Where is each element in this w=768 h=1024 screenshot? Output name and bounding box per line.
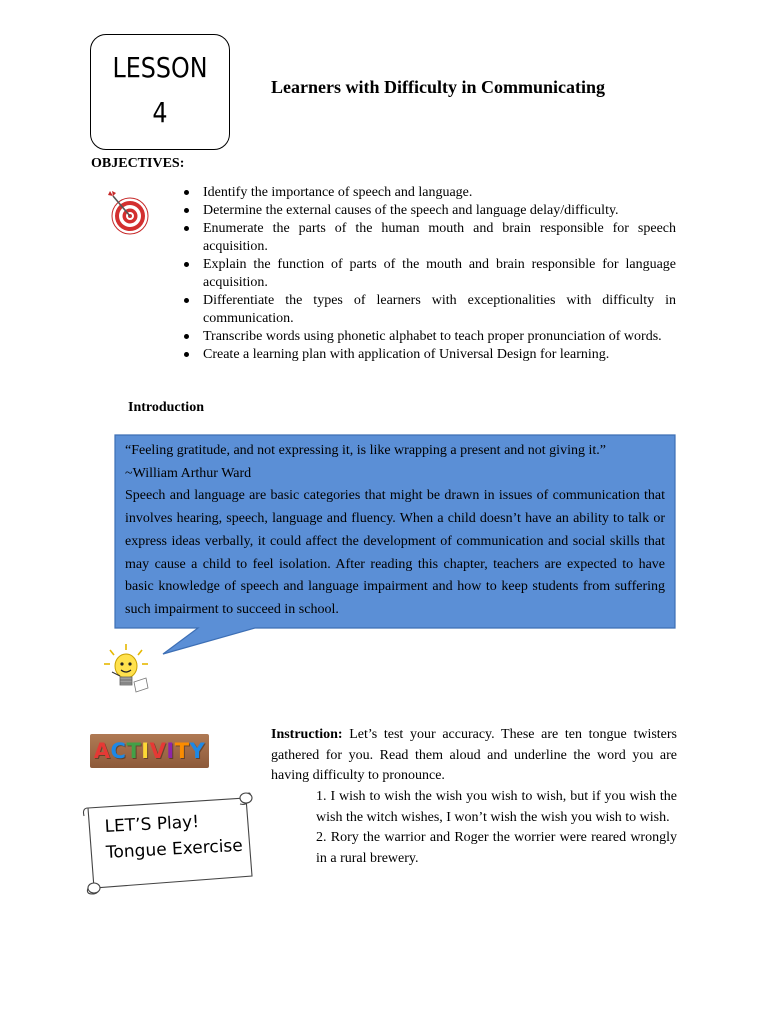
introduction-text [125, 440, 665, 622]
lightbulb-icon [100, 642, 152, 696]
activity-letter: I [141, 739, 150, 763]
scroll-line-2: Tongue Exercise [105, 835, 244, 863]
activity-letter: T [126, 739, 142, 763]
activity-letter: A [93, 739, 111, 763]
activity-letter: T [174, 739, 190, 763]
activity-letter: Y [189, 739, 206, 763]
intro-body: Speech and language are basic categories that might be drawn in issues of communication that involves hearing, speech, language and fluency. When a child doesn’t have an ability to talk or express ideas verbally, it could affect the development of communication and social skills that may cause a child to feel isolation. After reading this chapter, teachers are expected to have basic knowledge of speech and language impairment and how to keep students from suffering such impairment to succeed in school. [125, 488, 665, 617]
instruction-label: Instruction: [271, 727, 343, 742]
intro-quote: “Feeling gratitude, and not expressing it, is like wrapping a present and not giving it.” [125, 443, 606, 458]
objective-item: Create a learning plan with application of Universal Design for learning. [184, 346, 676, 364]
lesson-number: 4 [152, 96, 168, 129]
target-icon [104, 188, 152, 236]
lesson-box [90, 34, 230, 150]
objective-item: Enumerate the parts of the human mouth and brain responsible for speech acquisition. [184, 220, 676, 256]
page-title: Learners with Difficulty in Communicating [271, 77, 605, 97]
objective-item: Identify the importance of speech and language. [184, 184, 676, 202]
objectives-list [184, 184, 676, 364]
tongue-twister-item: 2. Rory the warrior and Roger the worrier were reared wrongly in a rural brewery. [316, 830, 677, 866]
lesson-label: LESSON [112, 51, 208, 84]
tongue-twister-item: 1. I wish to wish the wish you wish to wish, but if you wish the wish the witch wishes, I won’t wish the wish you wish to wish. [316, 789, 677, 825]
objective-item: Transcribe words using phonetic alphabet to teach proper pronunciation of words. [184, 328, 676, 346]
instruction-text: Let’s test your accuracy. These are ten tongue twisters gathered for you. Read them aloud and underline the word you are having difficulty to pronounce. [271, 727, 677, 783]
activity-letter: V [149, 739, 167, 763]
scroll-line-1: LET’S Play! [104, 812, 200, 837]
objectives-heading: OBJECTIVES: [91, 156, 185, 171]
activity-banner [90, 734, 209, 768]
scroll-text [104, 806, 257, 866]
objective-item: Determine the external causes of the speech and language delay/difficulty. [184, 202, 676, 220]
introduction-heading: Introduction [128, 400, 204, 415]
activity-letter: I [166, 739, 175, 763]
objective-item: Differentiate the types of learners with exceptionalities with difficulty in communication. [184, 292, 676, 328]
intro-quote-author: ~William Arthur Ward [125, 465, 252, 481]
activity-letter: C [110, 739, 127, 763]
objective-item: Explain the function of parts of the mouth and brain responsible for language acquisition. [184, 256, 676, 292]
tongue-twister-list [316, 787, 677, 869]
activity-instruction [271, 725, 677, 787]
